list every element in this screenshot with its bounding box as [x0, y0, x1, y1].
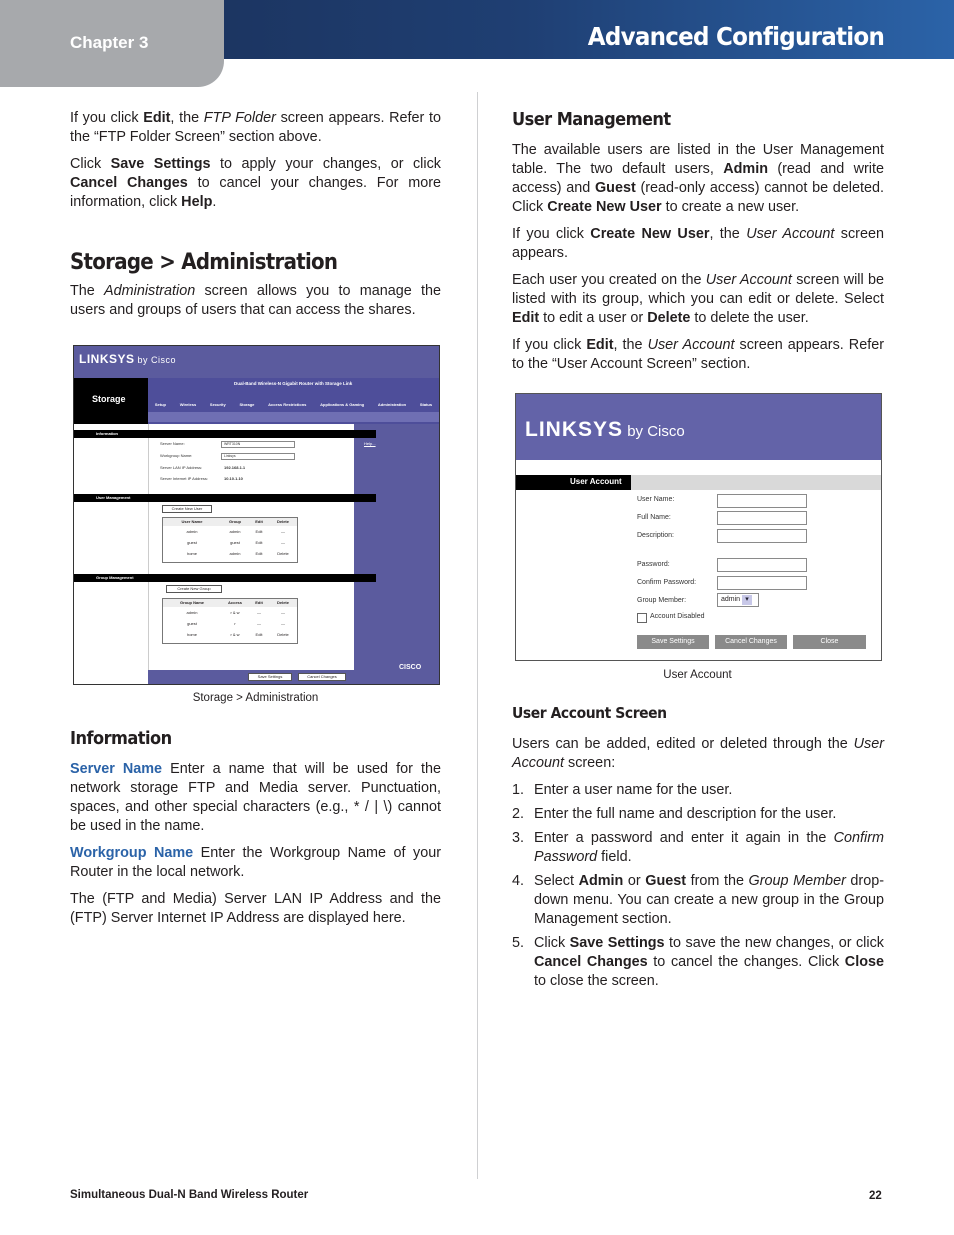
paragraph-users-can-be-added [512, 735, 884, 773]
table-row [163, 548, 297, 559]
list-number: 1. [512, 782, 525, 798]
text: Click [70, 156, 111, 172]
paragraph-create-new-user [512, 225, 884, 263]
figure-caption-user-account: User Account [663, 669, 732, 681]
cell: admin [186, 529, 198, 534]
edit-button[interactable]: Edit [255, 551, 263, 556]
list-item [512, 805, 884, 824]
text: . [212, 194, 217, 210]
cell: — [281, 540, 285, 545]
create-new-group-button[interactable]: Create New Group [166, 585, 222, 593]
text: screen: [564, 755, 616, 771]
user-management-heading: User Management [512, 109, 671, 130]
footer-product-name: Simultaneous Dual-N Band Wireless Router [70, 1189, 309, 1201]
cell: r & w [230, 632, 240, 637]
menu-applications-gaming[interactable]: Applications & Gaming [320, 401, 365, 407]
cell: r [234, 621, 236, 626]
paragraph-server-name [70, 760, 441, 836]
main-menu [148, 396, 439, 412]
text: If you click [70, 110, 144, 126]
table-row [163, 629, 297, 640]
list-item [512, 781, 884, 800]
section-title: Advanced Configuration [587, 22, 884, 51]
paragraph-workgroup-name [70, 844, 441, 882]
description-input[interactable] [717, 529, 807, 543]
text: field. [597, 849, 632, 865]
term-server-name: Server Name [70, 761, 163, 777]
user-table [162, 517, 298, 563]
linksys-logo [525, 418, 685, 442]
paragraph-each-user [512, 271, 884, 328]
sub-menu [148, 412, 439, 422]
create-new-user-button[interactable]: Create New User [162, 505, 212, 513]
section-label: Storage [92, 394, 126, 404]
text: Enter a password and enter it again in the [534, 830, 834, 846]
paragraph-ip-address: The (FTP and Media) Server LAN IP Address and the (FTP) Server Internet IP Address are displayed here. [70, 891, 441, 926]
chapter-label: Chapter 3 [70, 33, 149, 52]
edit-button[interactable]: Edit [255, 632, 263, 637]
col-access: Access [227, 600, 242, 605]
text: to create a new user. [661, 199, 800, 215]
cell: home [186, 551, 197, 556]
text: Enter the Workgroup Name of your Router in the local network. [70, 845, 441, 880]
group-management-bar: Group Management [74, 574, 376, 582]
text-italic: Group Member [748, 873, 846, 889]
text: The [70, 283, 105, 299]
text-bold: Admin [723, 161, 768, 177]
help-link[interactable]: Help... [364, 441, 376, 446]
text: (read and write access) and [512, 161, 884, 196]
select-value: admin [721, 596, 741, 603]
text-italic: User Account [746, 226, 835, 242]
text: to close the screen. [534, 973, 659, 989]
text: screen allows you to manage the users and groups of users that can access the shares. [70, 283, 441, 318]
menu-storage[interactable]: Storage [239, 401, 255, 407]
cell: admin [186, 610, 198, 615]
cell: guest [230, 540, 240, 545]
logo-text: LINKSYS [79, 352, 135, 366]
text-bold: Edit [143, 110, 171, 126]
text-bold: Delete [647, 310, 691, 326]
text-bold: Edit [512, 310, 540, 326]
paragraph-edit-user [512, 336, 884, 374]
text-bold: Help [181, 194, 213, 210]
text: or [623, 873, 646, 889]
workgroup-label: Workgroup Name: [160, 453, 193, 458]
confirm-password-input[interactable] [717, 576, 807, 590]
text: to cancel your changes. For more information, click [70, 175, 441, 210]
menu-administration[interactable]: Administration [377, 401, 407, 407]
edit-button[interactable]: Edit [255, 540, 263, 545]
user-account-screen-heading: User Account Screen [512, 704, 667, 722]
text: , the [709, 226, 747, 242]
text: If you click [512, 337, 587, 353]
left-column [70, 109, 441, 328]
text: , the [613, 337, 648, 353]
menu-setup[interactable]: Setup [154, 401, 166, 407]
cell: — [257, 621, 261, 626]
text-italic: User Account [705, 272, 792, 288]
user-account-screenshot [515, 393, 882, 661]
table-row [163, 537, 297, 548]
edit-button[interactable]: Edit [255, 529, 263, 534]
paragraph-ftp-folder [70, 109, 441, 147]
save-settings-button[interactable]: Save Settings [637, 635, 709, 649]
list-number: 5. [512, 935, 525, 951]
text-bold: Create New User [547, 199, 662, 215]
account-disabled-checkbox[interactable] [637, 613, 647, 623]
cell: — [281, 621, 285, 626]
paragraph-save-settings [70, 155, 441, 212]
user-name-label: User Name: [637, 496, 675, 503]
user-table-header [163, 518, 297, 526]
group-member-select[interactable] [717, 593, 759, 607]
information-bar: Information [74, 430, 376, 438]
cisco-logo: CISCO [399, 664, 422, 671]
model-name: Dual-Band Wireless-N Gigabit Router with Storage Link [234, 381, 353, 386]
text-italic: User Account [512, 736, 884, 771]
logo-suffix: by Cisco [137, 355, 177, 365]
text: to edit a user or [539, 310, 648, 326]
list-number: 2. [512, 806, 525, 822]
text-italic: Administration [104, 283, 196, 299]
col-user-name: User Name [181, 519, 203, 524]
close-button[interactable]: Close [793, 635, 866, 649]
cancel-changes-button[interactable]: Cancel Changes [298, 673, 346, 681]
group-member-label: Group Member: [637, 597, 687, 604]
text: screen appears. Refer to the “FTP Folder Screen” section above. [70, 110, 441, 145]
text: Click [534, 935, 570, 951]
table-row [163, 607, 297, 618]
list-item [512, 872, 884, 929]
column-divider [477, 92, 478, 1179]
delete-button[interactable]: Delete [277, 551, 289, 556]
group-table [162, 598, 298, 644]
text-bold: Cancel Changes [534, 954, 648, 970]
text: Enter a name that will be used for the network storage FTP and Media server. Punctuation, spaces, and other special characters (e.g., * / | \) cannot be used in the name. [70, 761, 441, 834]
text: from the [686, 873, 749, 889]
save-settings-button[interactable]: Save Settings [248, 673, 292, 681]
col-edit: Edit [255, 600, 263, 605]
full-name-label: Full Name: [637, 514, 671, 521]
text: to delete the user. [690, 310, 809, 326]
account-disabled-label: Account Disabled [650, 613, 705, 620]
page-number: 22 [869, 1190, 882, 1202]
section-bar-grey [631, 475, 881, 490]
text: to cancel the changes. Click [647, 954, 845, 970]
text: , the [170, 110, 204, 126]
text-italic: User Account [647, 337, 735, 353]
text-bold: Edit [586, 337, 614, 353]
left-panel [74, 424, 149, 684]
text: (read-only access) cannot be deleted. Click [512, 180, 884, 215]
text-italic: FTP Folder [203, 110, 276, 126]
text-bold: Save Settings [569, 935, 665, 951]
text: to apply your changes, or click [210, 156, 441, 172]
text: Enter a user name for the user. [534, 782, 733, 798]
col-delete: Delete [276, 519, 289, 524]
storage-admin-heading: Storage > Administration [70, 250, 338, 275]
paragraph-administration [70, 282, 441, 320]
text-bold: Cancel Changes [70, 175, 188, 191]
storage-administration-screenshot [73, 345, 440, 685]
text-italic: Confirm Password [534, 830, 884, 865]
text: drop-down menu. You can create a new group in the Group Management section. [534, 873, 885, 927]
text-bold: Guest [594, 180, 636, 196]
text: Select [534, 873, 579, 889]
information-heading: Information [70, 728, 172, 749]
logo-text: LINKSYS [525, 418, 624, 441]
internet-ip-value: 10.10.1.10 [224, 476, 243, 481]
cell: home [186, 632, 197, 637]
right-column-lower [512, 704, 884, 996]
text: The available users are listed in the User Management table. The two default users, [512, 142, 884, 177]
figure-caption-storage: Storage > Administration [192, 692, 319, 704]
workgroup-value: Linksys [224, 454, 236, 458]
full-name-input[interactable] [717, 511, 807, 525]
text-bold: Admin [578, 873, 624, 889]
linksys-logo [79, 352, 176, 366]
confirm-password-label: Confirm Password: [637, 579, 697, 586]
cell: — [281, 610, 285, 615]
text: Enter the full name and description for the user. [534, 806, 837, 822]
cell: — [281, 529, 285, 534]
list-item [512, 829, 884, 867]
group-table-header [163, 599, 297, 607]
table-row [163, 618, 297, 629]
col-delete: Delete [276, 600, 289, 605]
password-input[interactable] [717, 558, 807, 572]
logo-suffix: by Cisco [627, 423, 685, 440]
col-group-name: Group Name [179, 600, 204, 605]
term-workgroup-name: Workgroup Name [70, 845, 194, 861]
server-name-label: Server Name: [160, 441, 185, 446]
list-item [512, 934, 884, 991]
menu-status[interactable]: Status [419, 401, 433, 407]
text-bold: Save Settings [110, 156, 211, 172]
paragraph-user-management [512, 141, 884, 217]
delete-button[interactable]: Delete [277, 632, 289, 637]
list-number: 3. [512, 830, 525, 846]
user-management-bar: User Management [74, 494, 376, 502]
text: screen will be listed with its group, which you can edit or delete. Select [512, 272, 884, 307]
help-panel [354, 424, 439, 684]
text: Each user you created on the [512, 272, 706, 288]
cell: r & w [230, 610, 240, 615]
text-bold: Guest [645, 873, 687, 889]
text: screen appears. Refer to the “User Account Screen” section. [512, 337, 884, 372]
cell: admin [229, 529, 241, 534]
section-label: User Account [570, 477, 622, 486]
cell: admin [229, 551, 241, 556]
text: screen appears. [512, 226, 884, 261]
menu-wireless[interactable]: Wireless [179, 401, 197, 407]
table-row [163, 526, 297, 537]
steps-list [512, 781, 884, 991]
chevron-down-icon: ▾ [742, 595, 752, 605]
menu-access-restrictions[interactable]: Access Restrictions [268, 401, 307, 407]
description-label: Description: [637, 532, 674, 539]
internet-ip-label: Server Internet IP Address: [160, 476, 208, 481]
server-name-value: WRT310N [224, 442, 241, 446]
text: to save the new changes, or click [664, 935, 884, 951]
right-column [512, 110, 884, 382]
text: Users can be added, edited or deleted through the [512, 736, 854, 752]
lan-ip-label: Server LAN IP Address: [160, 465, 203, 470]
menu-security[interactable]: Security [209, 401, 226, 407]
cell: guest [187, 540, 197, 545]
text: If you click [512, 226, 591, 242]
text-bold: Close [844, 954, 884, 970]
lan-ip-value: 192.168.1.1 [224, 465, 246, 470]
password-label: Password: [637, 561, 670, 568]
left-column-lower [70, 729, 441, 936]
col-group: Group [229, 519, 241, 524]
cancel-changes-button[interactable]: Cancel Changes [715, 635, 787, 649]
cell: guest [187, 621, 197, 626]
col-edit: Edit [255, 519, 263, 524]
user-name-input[interactable] [717, 494, 807, 508]
text-bold: Create New User [590, 226, 710, 242]
cell: — [257, 610, 261, 615]
list-number: 4. [512, 873, 525, 889]
